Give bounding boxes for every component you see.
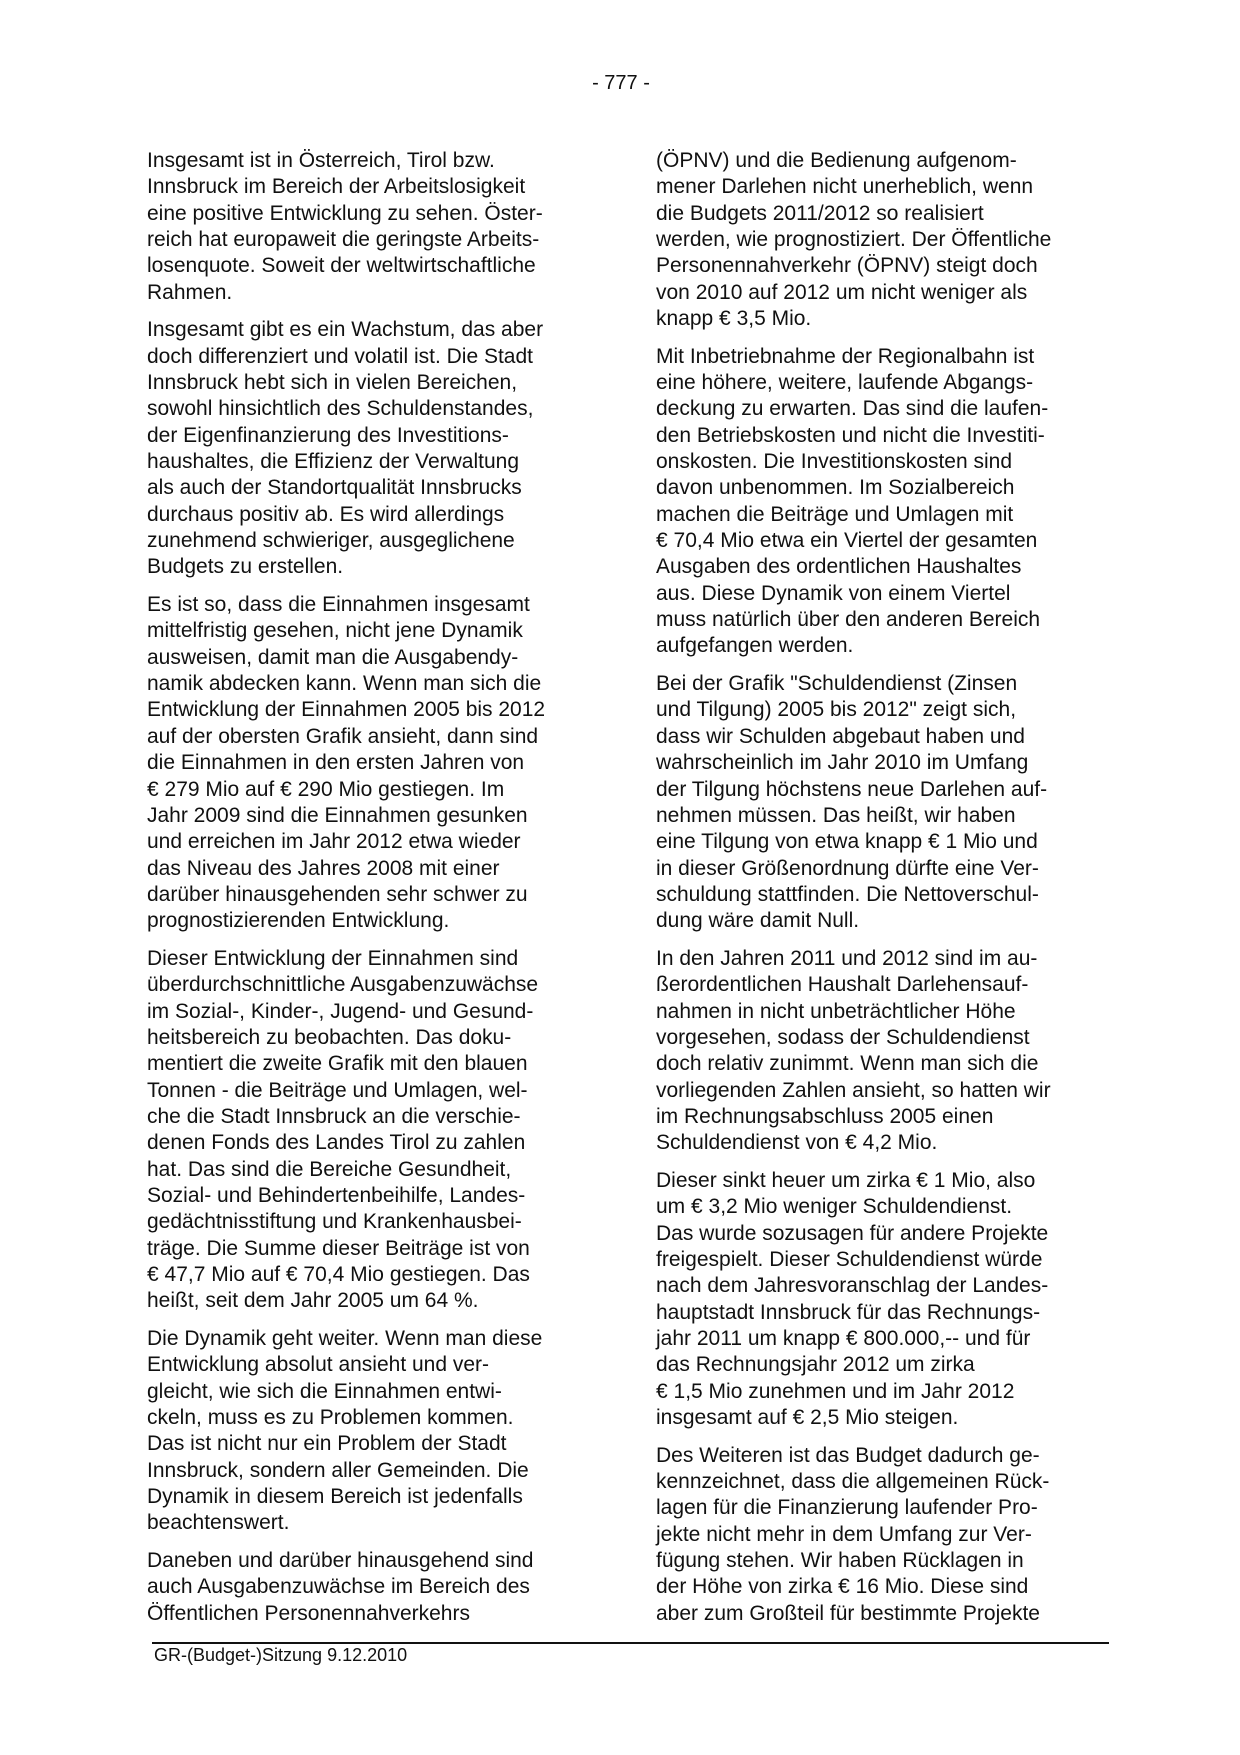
text-line: Personennahverkehr (ÖPNV) steigt doch xyxy=(656,254,1038,278)
text-line: prognostizierenden Entwicklung. xyxy=(147,909,450,933)
text-line: € 47,7 Mio auf € 70,4 Mio gestiegen. Das xyxy=(147,1262,530,1286)
footer-text: GR-(Budget-)Sitzung 9.12.2010 xyxy=(154,1645,408,1665)
text-line: darüber hinausgehenden sehr schwer zu xyxy=(147,882,528,906)
paragraph xyxy=(656,671,1126,934)
text-line: losenquote. Soweit der weltwirtschaftliche xyxy=(147,254,536,278)
text-line: mittelfristig gesehen, nicht jene Dynamik xyxy=(147,619,523,643)
text-line: Es ist so, dass die Einnahmen insgesamt xyxy=(147,593,530,617)
text-line: hauptstadt Innsbruck für das Rechnungs- xyxy=(656,1300,1041,1324)
text-line: das Niveau des Jahres 2008 mit einer xyxy=(147,856,500,880)
text-line: muss natürlich über den anderen Bereich xyxy=(656,608,1041,632)
text-line: Budgets zu erstellen. xyxy=(147,555,344,579)
text-line: freigespielt. Dieser Schuldendienst würde xyxy=(656,1247,1043,1271)
text-line: namik abdecken kann. Wenn man sich die xyxy=(147,672,542,696)
text-line: sowohl hinsichtlich des Schuldenstandes, xyxy=(147,397,534,421)
text-line: Dynamik in diesem Bereich ist jedenfalls xyxy=(147,1485,523,1509)
text-line: im Sozial-, Kinder-, Jugend- und Gesund- xyxy=(147,999,534,1023)
text-line: Daneben und darüber hinausgehend sind xyxy=(147,1549,534,1573)
text-line: in dieser Größenordnung dürfte eine Ver- xyxy=(656,856,1039,880)
text-line: nach dem Jahresvoranschlag der Landes- xyxy=(656,1274,1049,1298)
text-line: kennzeichnet, dass die allgemeinen Rück- xyxy=(656,1469,1050,1493)
text-line: reich hat europaweit die geringste Arbeits- xyxy=(147,228,540,252)
text-line: vorgesehen, sodass der Schuldendienst xyxy=(656,1025,1030,1049)
text-line: (ÖPNV) und die Bedienung aufgenom- xyxy=(656,149,1017,172)
text-line: Dieser sinkt heuer um zirka € 1 Mio, also xyxy=(656,1168,1036,1192)
text-line: eine Tilgung von etwa knapp € 1 Mio und xyxy=(656,830,1038,854)
left-column xyxy=(147,148,617,1638)
paragraph xyxy=(147,1548,617,1627)
text-line: zunehmend schwieriger, ausgeglichene xyxy=(147,529,515,553)
text-line: Innsbruck hebt sich in vielen Bereichen, xyxy=(147,371,518,395)
text-line: eine höhere, weitere, laufende Abgangs- xyxy=(656,371,1034,395)
text-line: Tonnen - die Beiträge und Umlagen, wel- xyxy=(147,1078,528,1102)
text-line: lagen für die Finanzierung laufender Pro- xyxy=(656,1496,1038,1520)
paragraph xyxy=(147,592,617,934)
text-line: Des Weiteren ist das Budget dadurch ge- xyxy=(656,1443,1040,1467)
text-line: doch relativ zunimmt. Wenn man sich die xyxy=(656,1052,1039,1076)
text-line: als auch der Standortqualität Innsbrucks xyxy=(147,476,522,500)
text-line: insgesamt auf € 2,5 Mio steigen. xyxy=(656,1406,959,1429)
text-line: Die Dynamik geht weiter. Wenn man diese xyxy=(147,1326,543,1350)
text-line: aber zum Großteil für bestimmte Projekte xyxy=(656,1601,1040,1625)
text-line: den Betriebskosten und nicht die Investiti- xyxy=(656,423,1045,447)
text-line: Bei der Grafik "Schuldendienst (Zinsen xyxy=(656,672,1018,696)
text-line: che die Stadt Innsbruck an die verschie- xyxy=(147,1104,521,1128)
text-line: Sozial- und Behindertenbeihilfe, Landes- xyxy=(147,1183,526,1207)
text-line: Insgesamt gibt es ein Wachstum, das aber xyxy=(147,318,544,342)
text-line: heitsbereich zu beobachten. Das doku- xyxy=(147,1025,512,1049)
text-line: doch differenziert und volatil ist. Die Stadt xyxy=(147,344,533,368)
paragraph xyxy=(147,946,617,1315)
text-line: knapp € 3,5 Mio. xyxy=(656,307,812,331)
text-line: ausweisen, damit man die Ausgabendy- xyxy=(147,645,519,669)
text-line: ckeln, muss es zu Problemen kommen. xyxy=(147,1406,514,1429)
text-line: In den Jahren 2011 und 2012 sind im au- xyxy=(656,946,1038,970)
text-line: Dieser Entwicklung der Einnahmen sind xyxy=(147,946,519,970)
text-line: beachtenswert. xyxy=(147,1511,290,1535)
text-line: die Budgets 2011/2012 so realisiert xyxy=(656,201,984,225)
text-line: Innsbruck im Bereich der Arbeitslosigkeit xyxy=(147,175,526,199)
text-line: und erreichen im Jahr 2012 etwa wieder xyxy=(147,830,521,854)
text-line: mentiert die zweite Grafik mit den blauen xyxy=(147,1052,528,1076)
text-line: nehmen müssen. Das heißt, wir haben xyxy=(656,803,1016,827)
text-line: Ausgaben des ordentlichen Haushaltes xyxy=(656,555,1022,579)
text-line: überdurchschnittliche Ausgabenzuwächse xyxy=(147,973,539,997)
text-line: haushaltes, die Effizienz der Verwaltung xyxy=(147,450,520,474)
text-line: deckung zu erwarten. Das sind die laufen- xyxy=(656,397,1049,421)
paragraph xyxy=(656,946,1126,1157)
text-line: Öffentlichen Personennahverkehrs xyxy=(147,1601,470,1625)
page-number: - 777 - xyxy=(592,72,650,94)
text-line: Entwicklung der Einnahmen 2005 bis 2012 xyxy=(147,698,546,722)
text-line: Entwicklung absolut ansieht und ver- xyxy=(147,1353,490,1377)
text-line: Das wurde sozusagen für andere Projekte xyxy=(656,1221,1049,1245)
text-line: und Tilgung) 2005 bis 2012" zeigt sich, xyxy=(656,698,1017,722)
paragraph xyxy=(147,148,617,306)
text-line: fügung stehen. Wir haben Rücklagen in xyxy=(656,1549,1024,1573)
text-line: werden, wie prognostiziert. Der Öffentliche xyxy=(656,228,1052,252)
text-line: dass wir Schulden abgebaut haben und xyxy=(656,724,1025,748)
text-line: gleicht, wie sich die Einnahmen entwi- xyxy=(147,1379,502,1403)
text-line: Rahmen. xyxy=(147,280,233,304)
text-line: denen Fonds des Landes Tirol zu zahlen xyxy=(147,1131,526,1155)
paragraph xyxy=(147,1326,617,1537)
text-line: Insgesamt ist in Österreich, Tirol bzw. xyxy=(147,149,495,172)
text-line: € 1,5 Mio zunehmen und im Jahr 2012 xyxy=(656,1379,1015,1403)
text-line: aus. Diese Dynamik von einem Viertel xyxy=(656,581,1011,605)
text-line: nahmen in nicht unbeträchtlicher Höhe xyxy=(656,999,1016,1023)
text-line: jekte nicht mehr in dem Umfang zur Ver- xyxy=(656,1522,1032,1546)
text-line: Schuldendienst von € 4,2 Mio. xyxy=(656,1131,938,1155)
text-line: eine positive Entwicklung zu sehen. Öster- xyxy=(147,201,543,225)
text-line: wahrscheinlich im Jahr 2010 im Umfang xyxy=(656,751,1029,775)
paragraph xyxy=(656,148,1126,332)
text-line: im Rechnungsabschluss 2005 einen xyxy=(656,1104,994,1128)
text-line: durchaus positiv ab. Es wird allerdings xyxy=(147,502,505,526)
text-line: Das ist nicht nur ein Problem der Stadt xyxy=(147,1432,507,1456)
text-line: hat. Das sind die Bereiche Gesundheit, xyxy=(147,1157,512,1181)
text-line: € 70,4 Mio etwa ein Viertel der gesamten xyxy=(656,529,1038,553)
right-column xyxy=(656,148,1126,1638)
text-line: auf der obersten Grafik ansieht, dann sind xyxy=(147,724,539,748)
text-line: der Eigenfinanzierung des Investitions- xyxy=(147,423,509,447)
paragraph xyxy=(147,317,617,580)
text-line: gedächtnisstiftung und Krankenhausbei- xyxy=(147,1210,522,1234)
text-line: € 279 Mio auf € 290 Mio gestiegen. Im xyxy=(147,777,505,801)
text-line: onskosten. Die Investitionskosten sind xyxy=(656,450,1013,474)
text-line: die Einnahmen in den ersten Jahren von xyxy=(147,751,525,775)
text-line: träge. Die Summe dieser Beiträge ist von xyxy=(147,1236,530,1260)
text-line: auch Ausgabenzuwächse im Bereich des xyxy=(147,1575,530,1599)
text-line: das Rechnungsjahr 2012 um zirka xyxy=(656,1353,975,1377)
text-line: aufgefangen werden. xyxy=(656,634,854,658)
text-line: machen die Beiträge und Umlagen mit xyxy=(656,502,1014,526)
paragraph xyxy=(656,1443,1126,1627)
text-line: vorliegenden Zahlen ansieht, so hatten wir xyxy=(656,1078,1051,1102)
text-line: mener Darlehen nicht unerheblich, wenn xyxy=(656,175,1034,199)
text-line: Jahr 2009 sind die Einnahmen gesunken xyxy=(147,803,528,827)
paragraph xyxy=(656,1168,1126,1431)
text-line: jahr 2011 um knapp € 800.000,-- und für xyxy=(656,1326,1031,1350)
text-line: Mit Inbetriebnahme der Regionalbahn ist xyxy=(656,344,1035,368)
text-line: schuldung stattfinden. Die Nettoverschul- xyxy=(656,882,1039,906)
text-line: der Tilgung höchstens neue Darlehen auf- xyxy=(656,777,1048,801)
text-line: dung wäre damit Null. xyxy=(656,909,860,933)
text-line: heißt, seit dem Jahr 2005 um 64 %. xyxy=(147,1289,479,1313)
text-line: der Höhe von zirka € 16 Mio. Diese sind xyxy=(656,1575,1029,1599)
text-line: Innsbruck, sondern aller Gemeinden. Die xyxy=(147,1458,529,1482)
text-line: um € 3,2 Mio weniger Schuldendienst. xyxy=(656,1195,1013,1219)
text-line: ßerordentlichen Haushalt Darlehensauf- xyxy=(656,973,1029,997)
text-line: von 2010 auf 2012 um nicht weniger als xyxy=(656,280,1028,304)
text-line: davon unbenommen. Im Sozialbereich xyxy=(656,476,1015,500)
paragraph xyxy=(656,344,1126,660)
